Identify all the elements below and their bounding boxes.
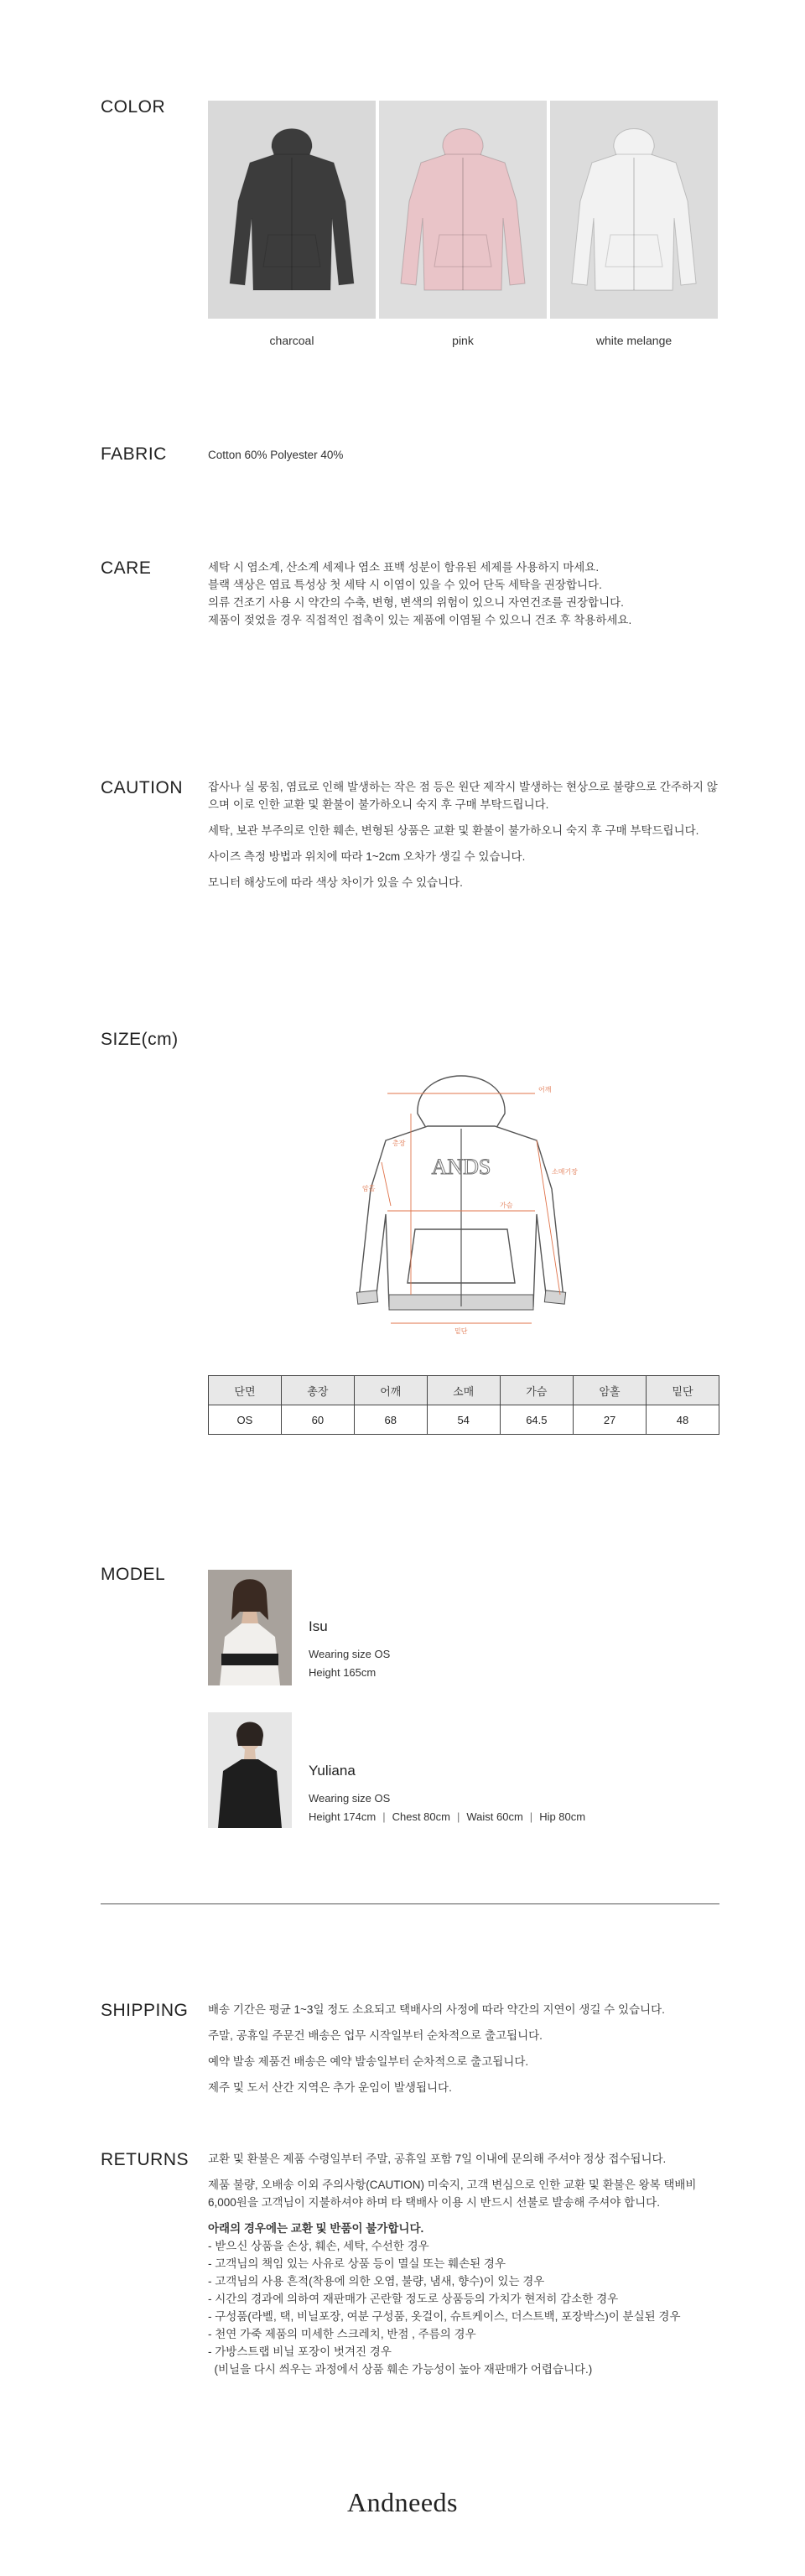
returns-heading: RETURNS [101,2150,190,2169]
color-swatch-image [379,101,547,319]
size-cell: 68 [354,1405,427,1435]
svg-text:ANDS: ANDS [431,1155,491,1179]
shipping-paragraph: 예약 발송 제품건 배송은 예약 발송일부터 순차적으로 출고됩니다. [208,2055,529,2068]
caution-paragraph: 잡사나 실 뭉침, 염료로 인해 발생하는 작은 점 등은 원단 제작시 발생하는 현상으로 불량으로 간주하지 않으며 이로 인한 교환 및 환불이 불가하오니 숙지 후 구매 부탁드립니다. [208,781,718,811]
size-diagram [335,1046,587,1348]
list-item: - 가방스트랩 비닐 포장이 벗겨진 경우 [208,2345,392,2358]
diagram-label-width: 어깨 [538,1086,552,1093]
color-swatch-label: pink [452,334,474,347]
care-heading: CARE [101,558,152,578]
table-row [209,1405,719,1435]
returns-exceptions [208,2220,721,2378]
separator: | [529,1810,533,1823]
diagram-label-hem: 밑단 [454,1327,468,1335]
model-heading: MODEL [101,1565,166,1584]
shipping-heading: SHIPPING [101,2001,189,2020]
color-swatch-label: white melange [595,334,673,347]
fabric-composition: Cotton 60% Polyester 40% [208,449,344,461]
diagram-label-armhole: 암홀 [362,1185,376,1192]
model-info-yuliana [309,1789,585,1826]
separator: | [456,1810,460,1823]
size-col-header: 단면 [209,1376,282,1405]
list-item: - 고객님의 책임 있는 사유로 상품 등이 멸실 또는 훼손된 경우 [208,2257,506,2270]
size-cell: 27 [574,1405,647,1435]
caution-paragraph: 사이즈 측정 방법과 위치에 따라 1~2cm 오차가 생길 수 있습니다. [208,850,526,863]
model-height: Height 165cm [309,1666,377,1679]
hoodie-icon [228,126,356,293]
section-divider [101,1903,719,1904]
model-waist: Waist 60cm [466,1810,523,1823]
list-item: - 받으신 상품을 손상, 훼손, 세탁, 수선한 경우 [208,2240,429,2252]
size-heading: SIZE(cm) [101,1030,179,1049]
size-cell: 54 [427,1405,500,1435]
returns-list-title: 아래의 경우에는 교환 및 반품이 불가합니다. [208,2222,424,2235]
returns-text [208,2150,721,2378]
care-line: 세탁 시 염소계, 산소계 세제나 염소 표백 성분이 함유된 세제를 사용하지 마세요. [208,561,600,574]
care-line: 제품이 젖었을 경우 직접적인 접촉이 있는 제품에 이염될 수 있으니 건조 후 착용하세요. [208,614,632,626]
size-cell: 48 [647,1405,719,1435]
list-item: - 구성품(라벨, 택, 비닐포장, 여분 구성품, 옷걸이, 슈트케이스, 더스트백, 포장박스)이 분실된 경우 [208,2310,681,2323]
care-line: 블랙 색상은 염료 특성상 첫 세탁 시 이염이 있을 수 있어 단독 세탁을 권장합니다. [208,579,602,591]
hoodie-icon [570,126,698,293]
list-item: - 고객님의 사용 흔적(착용에 의한 오염, 불량, 냄새, 향수)이 있는 경우 [208,2275,545,2288]
model-info-isu [309,1645,390,1682]
color-swatch-image [208,101,376,319]
shipping-paragraph: 주말, 공휴일 주문건 배송은 업무 시작일부터 순차적으로 출고됩니다. [208,2029,543,2042]
size-col-header: 총장 [281,1376,354,1405]
hoodie-icon [399,126,527,293]
diagram-label-length: 총장 [392,1140,406,1147]
caution-paragraph: 세탁, 보관 부주의로 인한 훼손, 변형된 상품은 교환 및 환불이 불가하오니 숙지 후 구매 부탁드립니다. [208,824,699,837]
model-height: Height 174cm [309,1810,377,1823]
size-col-header: 밑단 [647,1376,719,1405]
model-chest: Chest 80cm [392,1810,450,1823]
shipping-paragraph: 배송 기간은 평균 1~3일 정도 소요되고 택배사의 사정에 따라 약간의 지연이 생길 수 있습니다. [208,2003,665,2016]
model-wearing-size: Wearing size OS [309,1792,391,1805]
caution-text [208,778,721,900]
size-table [208,1375,719,1435]
model-hip: Hip 80cm [539,1810,586,1823]
list-item: (비닐을 다시 씌우는 과정에서 상품 훼손 가능성이 높아 재판매가 어렵습니다.) [208,2363,593,2376]
separator: | [382,1810,386,1823]
returns-paragraph: 교환 및 환불은 제품 수령일부터 주말, 공휴일 포함 7일 이내에 문의해 주셔야 정상 접수됩니다. [208,2153,667,2165]
size-cell: 60 [281,1405,354,1435]
care-line: 의류 건조기 사용 시 약간의 수축, 변형, 변색의 위험이 있으니 자연건조를 권장합니다. [208,596,624,609]
model-photo-yuliana [208,1712,292,1828]
color-heading: COLOR [101,97,166,117]
size-col-header: 가슴 [500,1376,573,1405]
returns-paragraph: 제품 불량, 오배송 이외 주의사항(CAUTION) 미숙지, 고객 변심으로 인한 교환 및 환불은 왕복 택배비 6,000원을 고객님이 지불하셔야 하며 타 택배사 이용 시 반드시 선불로 발송해 주셔야 합니다. [208,2179,697,2209]
size-col-header: 암홀 [574,1376,647,1405]
model-name: Yuliana [309,1763,356,1779]
caution-heading: CAUTION [101,778,183,797]
model-wearing-size: Wearing size OS [309,1648,391,1660]
size-cell: 64.5 [500,1405,573,1435]
diagram-label-chest: 가슴 [500,1202,513,1209]
list-item: - 천연 가죽 제품의 미세한 스크레치, 반점 , 주름의 경우 [208,2328,476,2340]
care-instructions [208,558,631,629]
diagram-label-sleeve: 소매기장 [552,1168,578,1176]
color-swatch-label: charcoal [269,334,314,347]
model-name: Isu [309,1618,328,1634]
model-measurements [309,1808,585,1826]
size-cell: OS [209,1405,282,1435]
shipping-paragraph: 제주 및 도서 산간 지역은 추가 운임이 발생됩니다. [208,2081,452,2094]
color-swatch-image [550,101,718,319]
size-table-header-row [209,1376,719,1405]
caution-paragraph: 모니터 해상도에 따라 색상 차이가 있을 수 있습니다. [208,876,463,889]
size-col-header: 소매 [427,1376,500,1405]
size-col-header: 어깨 [354,1376,427,1405]
model-photo-isu [208,1570,292,1685]
shipping-text [208,2001,721,2105]
list-item: - 시간의 경과에 의하여 재판매가 곤란할 정도로 상품등의 가치가 현저히 감소한 경우 [208,2293,619,2305]
fabric-heading: FABRIC [101,444,167,464]
brand-logo: Andneeds [347,2487,458,2517]
